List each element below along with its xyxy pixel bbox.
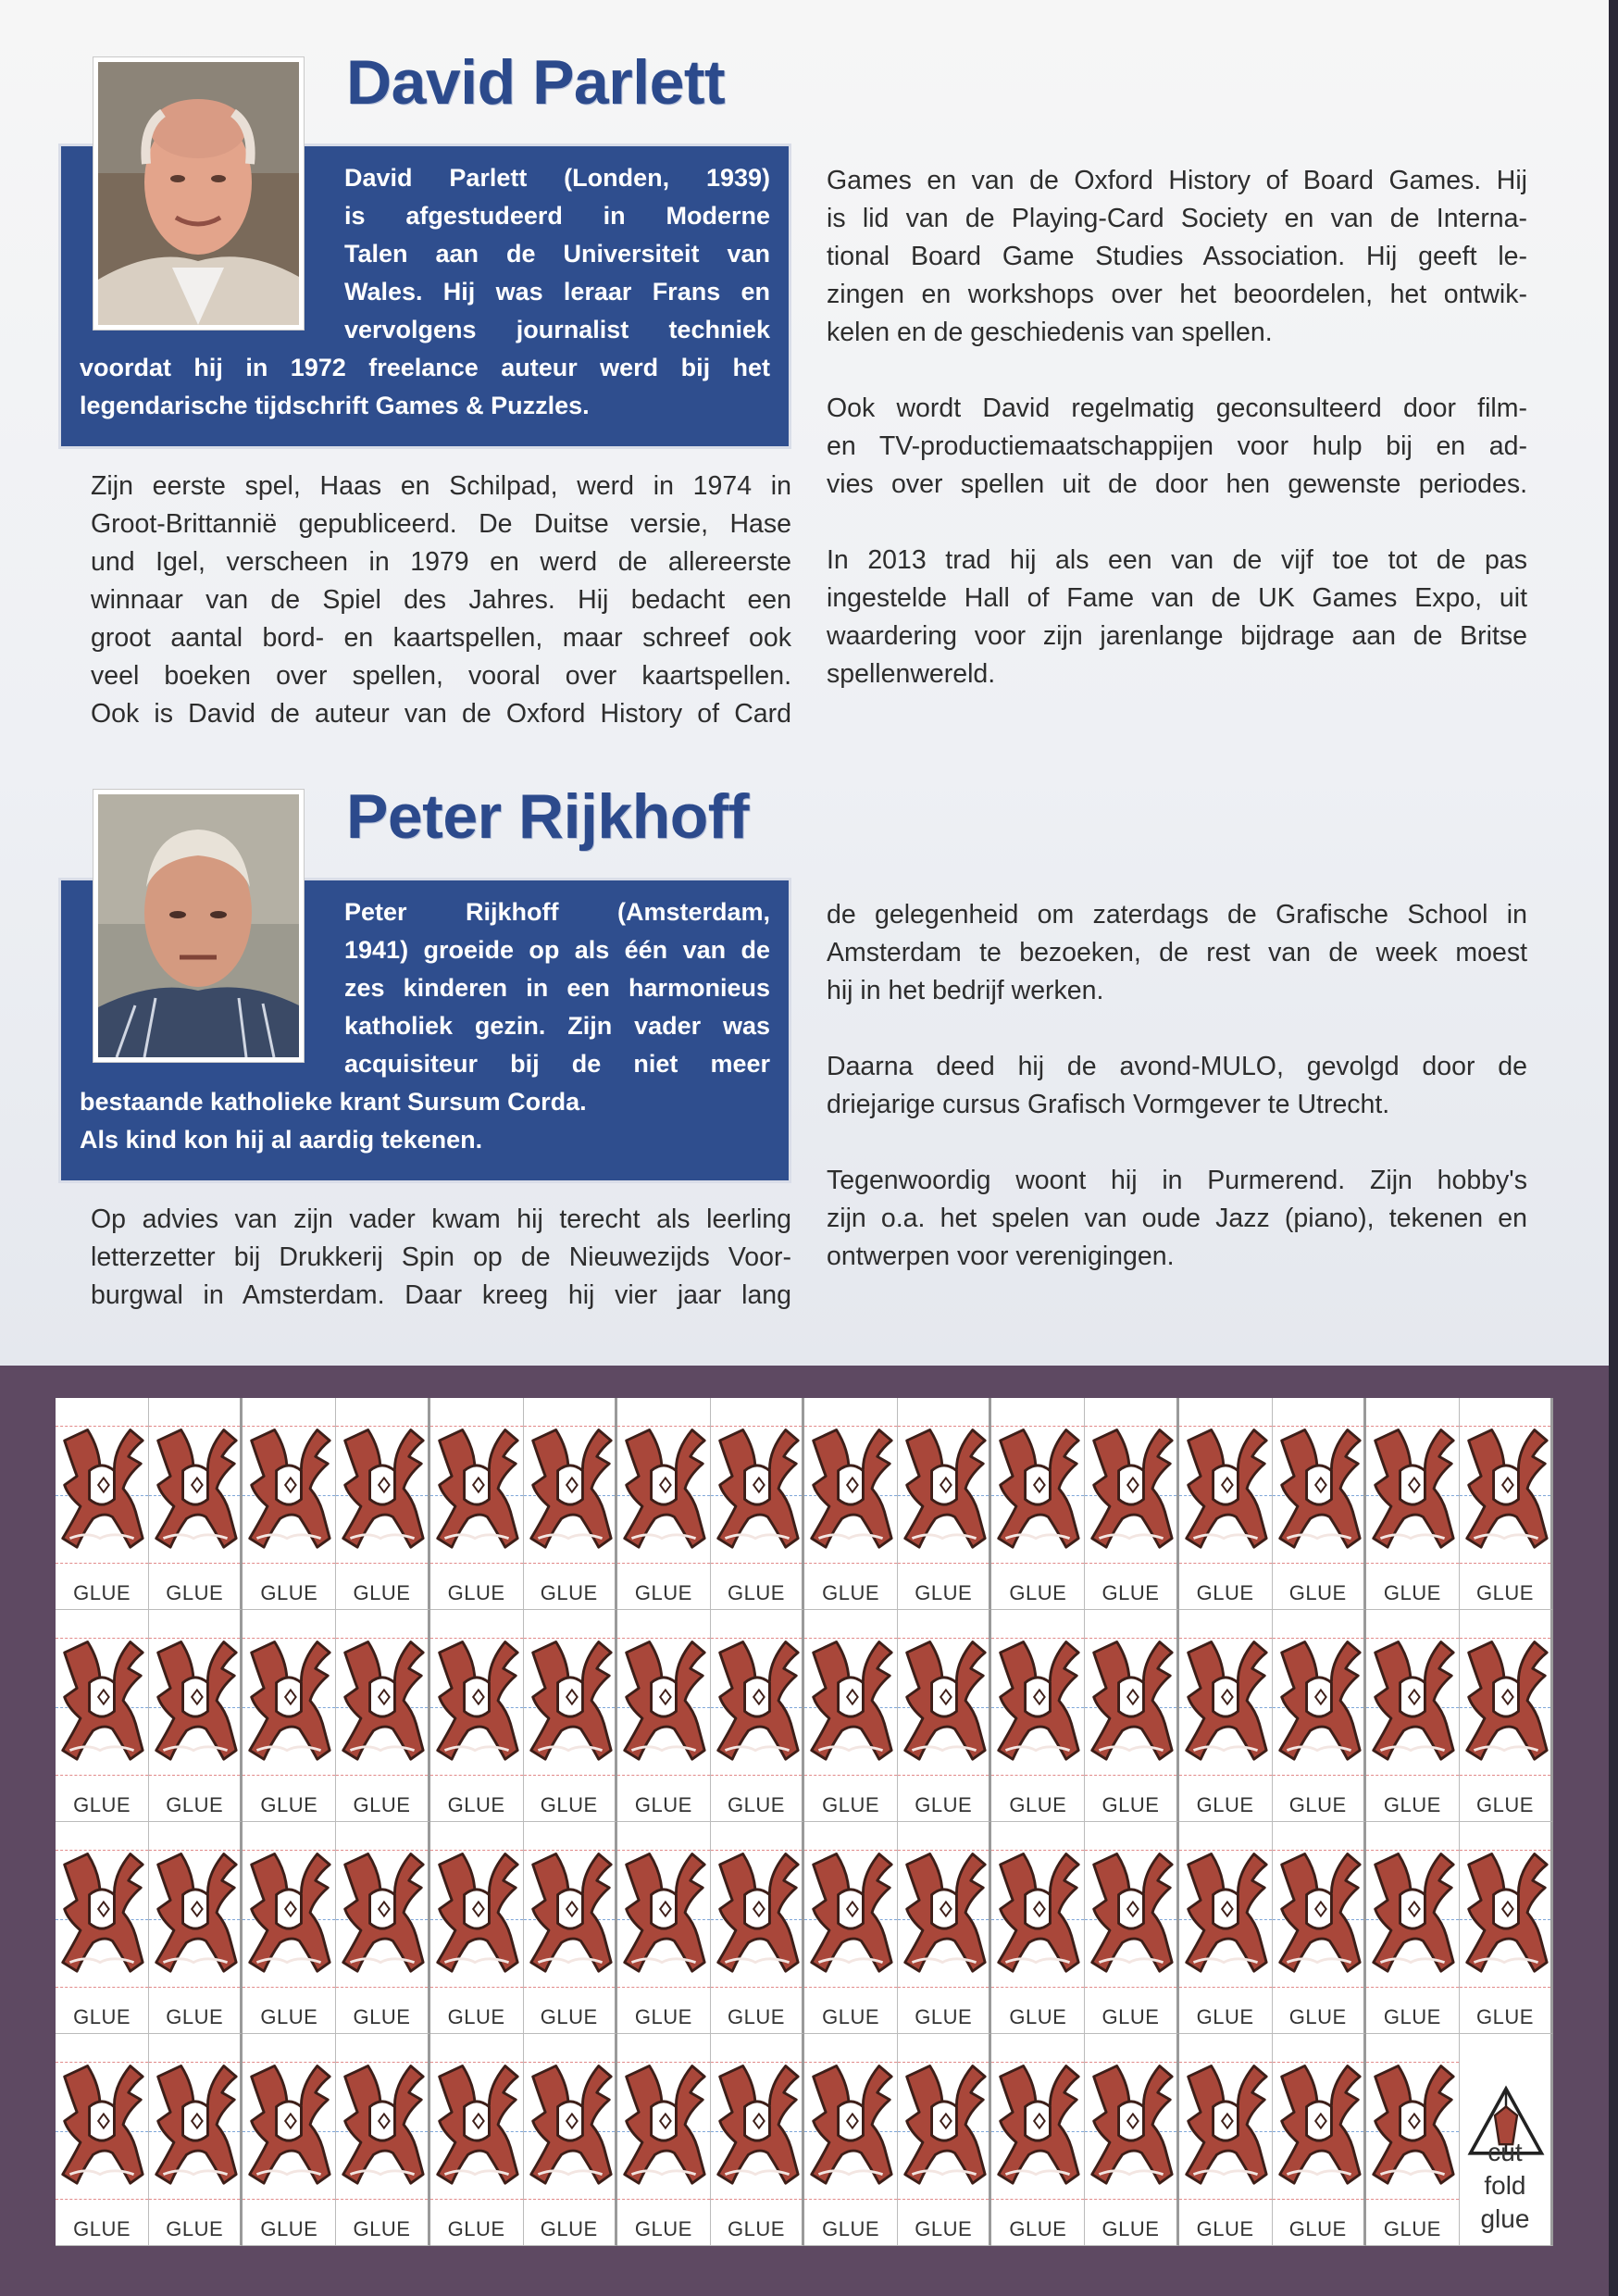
cutout-piece bbox=[430, 2034, 524, 2246]
text-line: groot aantal bord- en kaartspellen, maar schreef ook bbox=[91, 623, 791, 653]
x-piece-icon bbox=[57, 1831, 146, 1987]
instruction-cut: cut bbox=[1487, 2138, 1523, 2166]
intro-line: acquisiteur bij de niet meer bbox=[344, 1050, 770, 1078]
cutout-piece bbox=[991, 1822, 1085, 2034]
x-piece-icon bbox=[1181, 2043, 1270, 2199]
cutout-piece bbox=[524, 1822, 617, 2034]
x-piece-icon bbox=[806, 1619, 895, 1775]
cutout-piece bbox=[1085, 1610, 1178, 1822]
cutout-piece bbox=[898, 1610, 991, 1822]
glue-label: GLUE bbox=[822, 1793, 880, 1816]
text-line: Daarna deed hij de avond-MULO, gevolgd door de bbox=[827, 1052, 1527, 1081]
glue-label: GLUE bbox=[1288, 1793, 1347, 1816]
cutout-piece bbox=[711, 1398, 804, 1610]
glue-label: GLUE bbox=[260, 1793, 318, 1816]
glue-label: GLUE bbox=[727, 1581, 785, 1604]
text-line: hij in het bedrijf werken. bbox=[827, 976, 1104, 1005]
x-piece-icon bbox=[151, 1831, 240, 1987]
cutout-piece bbox=[56, 1398, 149, 1610]
text-line: burgwal in Amsterdam. Daar kreeg hij vier jaar lang bbox=[91, 1280, 791, 1310]
portrait-parlett bbox=[93, 57, 304, 330]
glue-label: GLUE bbox=[915, 1581, 973, 1604]
glue-label: GLUE bbox=[166, 1581, 224, 1604]
intro-line: voordat hij in 1972 freelance auteur werd bij het bbox=[80, 354, 770, 381]
text-line: und Igel, verscheen in 1979 en werd de allereerste bbox=[91, 547, 791, 577]
x-piece-icon bbox=[619, 1619, 708, 1775]
x-piece-icon bbox=[1368, 1407, 1457, 1563]
glue-label: GLUE bbox=[1101, 2005, 1160, 2028]
instruction-glue: glue bbox=[1480, 2204, 1530, 2233]
glue-label: GLUE bbox=[166, 1793, 224, 1816]
x-piece-icon bbox=[1275, 1619, 1363, 1775]
x-piece-icon bbox=[1087, 2043, 1176, 2199]
x-piece-icon bbox=[1368, 2043, 1457, 2199]
cutout-piece bbox=[617, 1822, 711, 2034]
x-piece-icon bbox=[1368, 1619, 1457, 1775]
glue-label: GLUE bbox=[727, 2005, 785, 2028]
instruction-cell bbox=[1460, 2034, 1553, 2246]
x-piece-icon bbox=[993, 1619, 1082, 1775]
text-line: Games en van de Oxford History of Board Games. Hij bbox=[827, 166, 1527, 195]
intro-line: bestaande katholieke krant Sursum Corda. bbox=[80, 1088, 587, 1116]
x-piece-icon bbox=[338, 1407, 427, 1563]
text-line: zingen en workshops over het beoordelen, het ontwik- bbox=[827, 280, 1527, 309]
cutout-piece bbox=[56, 1822, 149, 2034]
glue-label: GLUE bbox=[634, 2005, 692, 2028]
cutout-piece bbox=[336, 2034, 429, 2246]
x-piece-icon bbox=[713, 2043, 802, 2199]
x-piece-icon bbox=[619, 2043, 708, 2199]
x-piece-icon bbox=[900, 1831, 989, 1987]
x-piece-icon bbox=[432, 2043, 521, 2199]
cutout-piece bbox=[804, 2034, 898, 2246]
cutout-piece bbox=[1366, 1398, 1460, 1610]
intro-line: Als kind kon hij al aardig tekenen. bbox=[80, 1126, 483, 1154]
cutout-piece bbox=[243, 1610, 336, 1822]
text-line: de gelegenheid om zaterdags de Grafische School in bbox=[827, 900, 1527, 930]
x-piece-icon bbox=[619, 1407, 708, 1563]
cutout-piece bbox=[1460, 1822, 1553, 2034]
glue-label: GLUE bbox=[1101, 2217, 1160, 2240]
cutout-piece bbox=[617, 2034, 711, 2246]
text-line: driejarige cursus Grafisch Vormgever te Utrecht. bbox=[827, 1090, 1390, 1119]
glue-label: GLUE bbox=[727, 2217, 785, 2240]
x-piece-icon bbox=[151, 1407, 240, 1563]
cutout-piece bbox=[524, 2034, 617, 2246]
x-piece-icon bbox=[338, 2043, 427, 2199]
glue-label: GLUE bbox=[1009, 1793, 1067, 1816]
x-piece-icon bbox=[526, 1407, 615, 1563]
glue-label: GLUE bbox=[353, 2005, 411, 2028]
glue-label: GLUE bbox=[727, 1793, 785, 1816]
cutout-piece bbox=[1085, 1398, 1178, 1610]
x-piece-icon bbox=[1275, 1831, 1363, 1987]
glue-label: GLUE bbox=[260, 1581, 318, 1604]
text-line: spellenwereld. bbox=[827, 659, 996, 689]
cutout-piece bbox=[149, 1398, 243, 1610]
right-column-rijkhoff bbox=[827, 896, 1527, 1276]
left-column-rijkhoff bbox=[91, 1201, 791, 1315]
x-piece-icon bbox=[1181, 1407, 1270, 1563]
cutout-piece bbox=[149, 1822, 243, 2034]
cutout-piece bbox=[430, 1398, 524, 1610]
x-piece-icon bbox=[244, 1407, 333, 1563]
intro-line: vervolgens journalist techniek bbox=[344, 316, 770, 343]
x-piece-icon bbox=[1181, 1619, 1270, 1775]
cutout-piece bbox=[243, 1398, 336, 1610]
glue-label: GLUE bbox=[447, 2005, 505, 2028]
x-piece-icon bbox=[338, 1619, 427, 1775]
glue-label: GLUE bbox=[166, 2217, 224, 2240]
instructions bbox=[1460, 2136, 1550, 2236]
glue-label: GLUE bbox=[1383, 2005, 1441, 2028]
x-piece-icon bbox=[432, 1619, 521, 1775]
x-piece-icon bbox=[57, 1619, 146, 1775]
glue-label: GLUE bbox=[447, 1581, 505, 1604]
glue-label: GLUE bbox=[915, 2217, 973, 2240]
glue-label: GLUE bbox=[1196, 1581, 1254, 1604]
glue-label: GLUE bbox=[73, 2217, 131, 2240]
cutout-piece bbox=[336, 1822, 429, 2034]
x-piece-icon bbox=[526, 1831, 615, 1987]
glue-label: GLUE bbox=[353, 1581, 411, 1604]
x-piece-icon bbox=[432, 1407, 521, 1563]
glue-label: GLUE bbox=[1288, 2005, 1347, 2028]
cutout-piece bbox=[430, 1610, 524, 1822]
intro-line: legendarische tijdschrift Games & Puzzles. bbox=[80, 392, 590, 419]
glue-label: GLUE bbox=[540, 2005, 598, 2028]
intro-line: zes kinderen in een harmonieus bbox=[344, 974, 770, 1002]
glue-label: GLUE bbox=[1196, 2217, 1254, 2240]
glue-label: GLUE bbox=[353, 1793, 411, 1816]
text-line: veel boeken over spellen, vooral over kaartspellen. bbox=[91, 661, 791, 691]
glue-label: GLUE bbox=[1196, 2005, 1254, 2028]
text-line: Ook wordt David regelmatig geconsulteerd door film- bbox=[827, 393, 1527, 423]
intro-line: 1941) groeide op als één van de bbox=[344, 936, 770, 964]
text-line: In 2013 trad hij als een van de vijf toe tot de pas bbox=[827, 545, 1527, 575]
x-piece-icon bbox=[713, 1407, 802, 1563]
text-line: Groot-Brittannië gepubliceerd. De Duitse versie, Hase bbox=[91, 509, 791, 539]
glue-label: GLUE bbox=[634, 1793, 692, 1816]
glue-label: GLUE bbox=[540, 2217, 598, 2240]
glue-label: GLUE bbox=[822, 2005, 880, 2028]
cutout-piece bbox=[1179, 1398, 1273, 1610]
cutout-piece bbox=[56, 2034, 149, 2246]
x-piece-icon bbox=[1462, 1619, 1550, 1775]
cutout-piece bbox=[243, 1822, 336, 2034]
glue-label: GLUE bbox=[1475, 1581, 1534, 1604]
cutout-piece bbox=[1273, 2034, 1366, 2246]
text-line: is lid van de Playing-Card Society en van de Interna- bbox=[827, 204, 1527, 233]
x-piece-icon bbox=[338, 1831, 427, 1987]
x-piece-icon bbox=[1087, 1407, 1176, 1563]
cutout-piece bbox=[336, 1610, 429, 1822]
x-piece-icon bbox=[57, 1407, 146, 1563]
cutout-piece bbox=[711, 2034, 804, 2246]
text-line: winnaar van de Spiel des Jahres. Hij bedacht een bbox=[91, 585, 791, 615]
cutout-piece bbox=[804, 1610, 898, 1822]
left-column-parlett bbox=[91, 468, 791, 733]
text-line: Tegenwoordig woont hij in Purmerend. Zijn hobby's bbox=[827, 1166, 1527, 1195]
glue-label: GLUE bbox=[1009, 1581, 1067, 1604]
cutout-piece bbox=[1366, 1822, 1460, 2034]
x-piece-icon bbox=[57, 2043, 146, 2199]
x-piece-icon bbox=[1462, 1407, 1550, 1563]
x-piece-icon bbox=[244, 1831, 333, 1987]
cutout-piece bbox=[1273, 1610, 1366, 1822]
x-piece-icon bbox=[1087, 1831, 1176, 1987]
glue-label: GLUE bbox=[1196, 1793, 1254, 1816]
glue-label: GLUE bbox=[822, 2217, 880, 2240]
cutout-piece bbox=[1179, 1610, 1273, 1822]
glue-label: GLUE bbox=[353, 2217, 411, 2240]
glue-label: GLUE bbox=[634, 2217, 692, 2240]
cutout-piece bbox=[991, 1610, 1085, 1822]
glue-label: GLUE bbox=[1288, 2217, 1347, 2240]
cutout-piece bbox=[1273, 1822, 1366, 2034]
cutout-piece bbox=[898, 1398, 991, 1610]
x-piece-icon bbox=[1181, 1831, 1270, 1987]
glue-label: GLUE bbox=[1383, 2217, 1441, 2240]
glue-label: GLUE bbox=[260, 2005, 318, 2028]
cutout-piece bbox=[711, 1610, 804, 1822]
x-piece-icon bbox=[244, 2043, 333, 2199]
cutout-piece bbox=[1179, 2034, 1273, 2246]
x-piece-icon bbox=[900, 1407, 989, 1563]
x-piece-icon bbox=[1087, 1619, 1176, 1775]
glue-label: GLUE bbox=[260, 2217, 318, 2240]
instruction-fold: fold bbox=[1484, 2171, 1526, 2200]
text-line: zijn o.a. het spelen van oude Jazz (piano), tekenen en bbox=[827, 1204, 1527, 1233]
x-piece-icon bbox=[993, 1831, 1082, 1987]
cutout-piece bbox=[617, 1398, 711, 1610]
glue-label: GLUE bbox=[73, 1581, 131, 1604]
text-line: Op advies van zijn vader kwam hij terecht als leerling bbox=[91, 1204, 791, 1234]
text-line: Zijn eerste spel, Haas en Schilpad, werd in 1974 in bbox=[91, 471, 791, 501]
page-edge bbox=[1609, 0, 1618, 2296]
glue-label: GLUE bbox=[822, 1581, 880, 1604]
cutout-piece bbox=[1366, 2034, 1460, 2246]
x-piece-icon bbox=[619, 1831, 708, 1987]
text-line: ingestelde Hall of Fame van de UK Games Expo, uit bbox=[827, 583, 1527, 613]
intro-line: is afgestudeerd in Moderne bbox=[344, 202, 770, 230]
glue-label: GLUE bbox=[166, 2005, 224, 2028]
text-line: ontwerpen voor verenigingen. bbox=[827, 1242, 1175, 1271]
cutout-piece bbox=[56, 1610, 149, 1822]
glue-label: GLUE bbox=[1101, 1581, 1160, 1604]
cutout-piece bbox=[1085, 2034, 1178, 2246]
x-piece-icon bbox=[1368, 1831, 1457, 1987]
glue-label: GLUE bbox=[1383, 1581, 1441, 1604]
glue-label: GLUE bbox=[1101, 1793, 1160, 1816]
x-piece-icon bbox=[806, 1831, 895, 1987]
glue-label: GLUE bbox=[540, 1581, 598, 1604]
x-piece-icon bbox=[806, 1407, 895, 1563]
x-piece-icon bbox=[244, 1619, 333, 1775]
intro-line: Peter Rijkhoff (Amsterdam, bbox=[344, 898, 770, 926]
text-line: letterzetter bij Drukkerij Spin op de Nieuwezijds Voor- bbox=[91, 1242, 791, 1272]
glue-label: GLUE bbox=[447, 1793, 505, 1816]
glue-label: GLUE bbox=[73, 2005, 131, 2028]
right-column-parlett bbox=[827, 162, 1527, 693]
cutout-grid bbox=[56, 1398, 1553, 2246]
intro-line: katholiek gezin. Zijn vader was bbox=[344, 1012, 770, 1040]
cutout-piece bbox=[898, 2034, 991, 2246]
intro-line: David Parlett (Londen, 1939) bbox=[344, 164, 770, 192]
cutout-piece bbox=[1460, 1398, 1553, 1610]
x-piece-icon bbox=[806, 2043, 895, 2199]
x-piece-icon bbox=[993, 2043, 1082, 2199]
intro-line: Wales. Hij was leraar Frans en bbox=[344, 278, 770, 306]
glue-label: GLUE bbox=[634, 1581, 692, 1604]
cutout-piece bbox=[991, 2034, 1085, 2246]
text-line: en TV-productiemaatschappijen voor hulp bij en ad- bbox=[827, 431, 1527, 461]
cutout-piece bbox=[149, 1610, 243, 1822]
cutout-piece bbox=[149, 2034, 243, 2246]
text-line: Amsterdam te bezoeken, de rest van de week moest bbox=[827, 938, 1527, 967]
glue-label: GLUE bbox=[1009, 2217, 1067, 2240]
x-piece-icon bbox=[1275, 2043, 1363, 2199]
x-piece-icon bbox=[526, 2043, 615, 2199]
glue-label: GLUE bbox=[915, 2005, 973, 2028]
x-piece-icon bbox=[526, 1619, 615, 1775]
text-line: tional Board Game Studies Association. Hij geeft le- bbox=[827, 242, 1527, 271]
cutout-piece bbox=[1273, 1398, 1366, 1610]
cutout-piece bbox=[991, 1398, 1085, 1610]
cutout-piece bbox=[1366, 1610, 1460, 1822]
cutout-piece bbox=[336, 1398, 429, 1610]
x-piece-icon bbox=[900, 1619, 989, 1775]
cutout-piece bbox=[804, 1822, 898, 2034]
x-piece-icon bbox=[432, 1831, 521, 1987]
glue-label: GLUE bbox=[73, 1793, 131, 1816]
x-piece-icon bbox=[151, 1619, 240, 1775]
intro-line: Talen aan de Universiteit van bbox=[344, 240, 770, 268]
title-parlett: David Parlett bbox=[346, 47, 726, 118]
cutout-piece bbox=[898, 1822, 991, 2034]
cutout-piece bbox=[1179, 1822, 1273, 2034]
glue-label: GLUE bbox=[1475, 1793, 1534, 1816]
glue-label: GLUE bbox=[1383, 1793, 1441, 1816]
x-piece-icon bbox=[1275, 1407, 1363, 1563]
cutout-piece bbox=[243, 2034, 336, 2246]
glue-label: GLUE bbox=[1288, 1581, 1347, 1604]
glue-label: GLUE bbox=[1475, 2005, 1534, 2028]
glue-label: GLUE bbox=[1009, 2005, 1067, 2028]
x-piece-icon bbox=[151, 2043, 240, 2199]
cutout-piece bbox=[524, 1610, 617, 1822]
text-line: waardering voor zijn jarenlange bijdrage aan de Britse bbox=[827, 621, 1527, 651]
cutout-piece bbox=[430, 1822, 524, 2034]
cutout-piece bbox=[617, 1610, 711, 1822]
text-line: Ook is David de auteur van de Oxford History of Card bbox=[91, 699, 791, 729]
x-piece-icon bbox=[713, 1831, 802, 1987]
glue-label: GLUE bbox=[540, 1793, 598, 1816]
text-line: vies over spellen uit de door hen gewenste periodes. bbox=[827, 469, 1527, 499]
title-rijkhoff: Peter Rijkhoff bbox=[346, 781, 750, 852]
glue-label: GLUE bbox=[447, 2217, 505, 2240]
x-piece-icon bbox=[713, 1619, 802, 1775]
glue-label: GLUE bbox=[915, 1793, 973, 1816]
portrait-rijkhoff bbox=[93, 790, 304, 1062]
cutout-piece bbox=[1460, 1610, 1553, 1822]
x-piece-icon bbox=[993, 1407, 1082, 1563]
cutout-piece bbox=[524, 1398, 617, 1610]
cutout-piece bbox=[1085, 1822, 1178, 2034]
cutout-piece bbox=[711, 1822, 804, 2034]
x-piece-icon bbox=[1462, 1831, 1550, 1987]
text-line: kelen en de geschiedenis van spellen. bbox=[827, 318, 1273, 347]
x-piece-icon bbox=[900, 2043, 989, 2199]
cutout-piece bbox=[804, 1398, 898, 1610]
